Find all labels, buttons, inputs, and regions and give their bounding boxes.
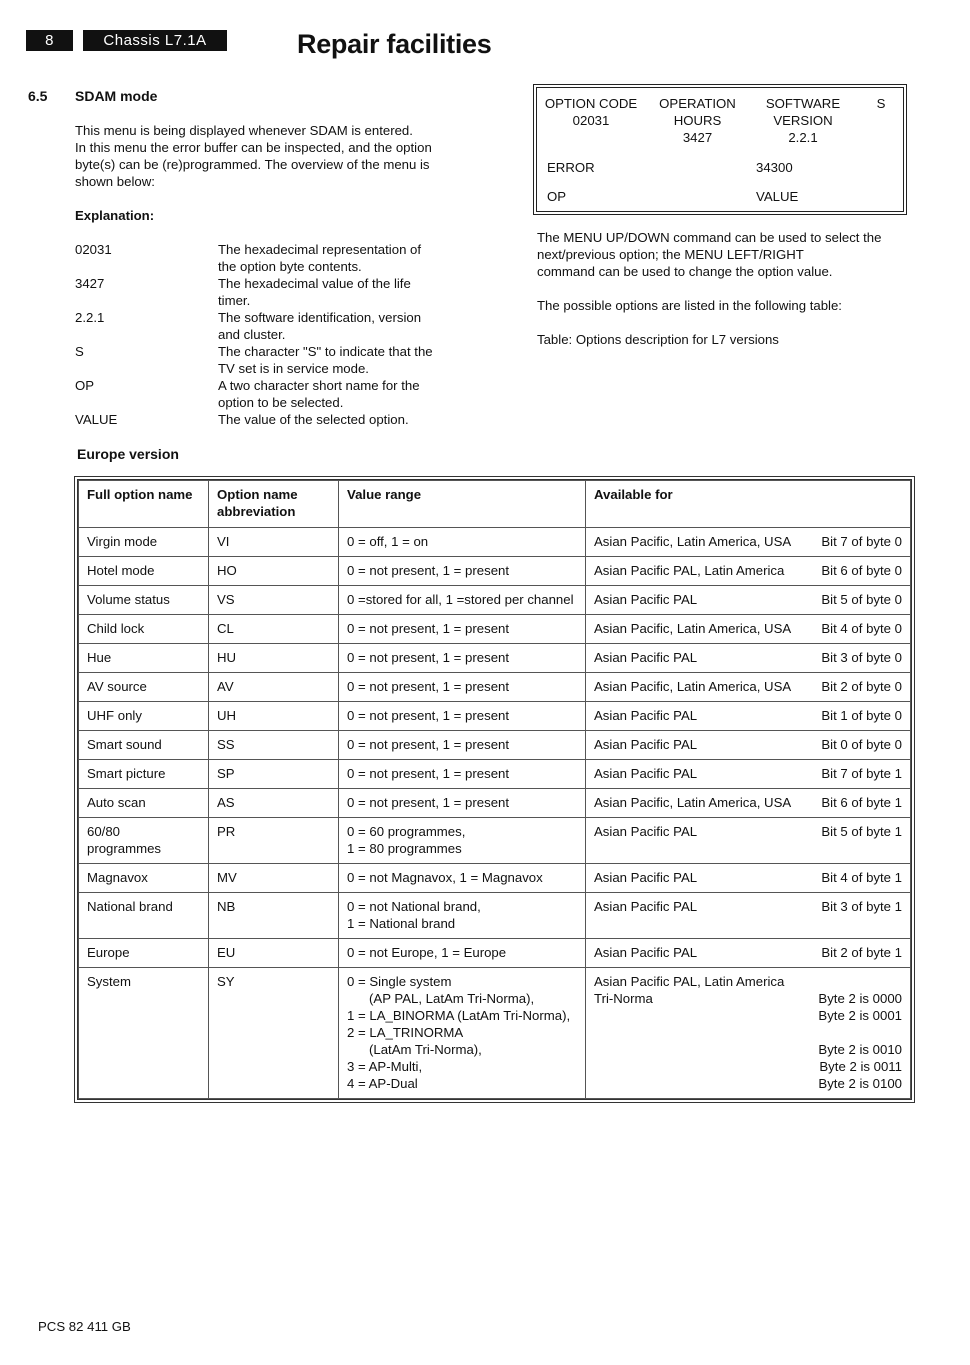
region-list: Asian Pacific PAL [594,945,698,960]
operation-hours-value: 3427 [682,130,713,145]
table-row [79,586,911,615]
value-range: 0 = not present, 1 = present [339,731,586,760]
available-for [586,893,911,939]
value-range: 0 = not present, 1 = present [339,673,586,702]
section-title: SDAM mode [75,88,158,104]
error-value: 34300 [756,160,793,175]
bit-position: Bit 3 of byte 0 [821,650,902,665]
byte-value: Byte 2 is 0001 [818,1008,902,1023]
text-line: The MENU UP/DOWN command can be used to select the [537,230,882,245]
byte-value: Byte 2 is 0011 [819,1059,902,1074]
region-list: Asian Pacific PAL, Latin America [594,563,785,578]
option-abbreviation: VI [209,528,339,557]
operation-hours-cell [650,95,745,146]
bit-position: Bit 3 of byte 1 [821,899,902,914]
intro-line: byte(s) can be (re)programmed. The overview of the menu is [75,157,430,172]
explanation-text: The hexadecimal representation of the option byte contents. [218,242,422,274]
version-label: VERSION [773,113,833,128]
intro-line: In this menu the error buffer can be inspected, and the option [75,140,432,155]
value-range: 0 = Single system (AP PAL, LatAm Tri-Norma), 1 = LA_BINORMA (LatAm Tri-Norma), 2 = LA_TRINORMA (LatAm Tri-Norma), 3 = AP-Multi, 4 = AP-Dual [339,968,586,1099]
region-list: Asian Pacific PAL [594,824,698,839]
option-abbreviation: MV [209,864,339,893]
explanation-key: 2.2.1 [75,310,105,325]
value-range: 0 = not present, 1 = present [339,644,586,673]
region-list: Asian Pacific PAL [594,737,698,752]
europe-heading: Europe version [77,446,179,462]
table-row-system [79,968,911,1099]
option-name: UHF only [79,702,209,731]
section-number: 6.5 [28,88,48,104]
byte-value: Byte 2 is 0010 [818,1042,902,1057]
chassis-box [83,30,227,51]
option-name: Europe [79,939,209,968]
table-row [79,864,911,893]
header-full-option-name: Full option name [79,481,209,528]
header-value-range: Value range [339,481,586,528]
region-list: Asian Pacific PAL [594,899,698,914]
region-list: Asian Pacific, Latin America, USA [594,679,792,694]
available-for [586,864,911,893]
table-row [79,702,911,731]
available-for [586,615,911,644]
explanation-key: OP [75,378,95,393]
table-row [79,893,911,939]
header-available-for: Available for [586,481,911,528]
option-abbreviation: SP [209,760,339,789]
bit-position: Bit 1 of byte 0 [821,708,902,723]
intro-line: shown below: [75,174,155,189]
header-option-abbreviation: Option name abbreviation [209,481,339,528]
op-label: OP [547,189,567,204]
option-abbreviation: SY [209,968,339,1099]
option-name: Magnavox [79,864,209,893]
available-for [586,939,911,968]
region-list: Tri-Norma [594,991,653,1006]
table-row [79,528,911,557]
option-abbreviation: EU [209,939,339,968]
table-row [79,673,911,702]
explanation-key: 3427 [75,276,105,291]
explanation-key: S [75,344,84,359]
option-name: Auto scan [79,789,209,818]
byte-value [594,1024,902,1041]
explanation-key: 02031 [75,242,112,257]
value-range: 0 = not present, 1 = present [339,557,586,586]
option-name: System [79,968,209,1099]
bit-position: Bit 7 of byte 0 [821,534,902,549]
table-caption: Table: Options description for L7 versions [537,332,779,347]
option-abbreviation: UH [209,702,339,731]
table-row [79,818,911,864]
region-list: Asian Pacific, Latin America, USA [594,795,792,810]
option-name: Hotel mode [79,557,209,586]
chassis-label: Chassis L7.1A [103,32,207,49]
value-range: 0 = not present, 1 = present [339,702,586,731]
bit-position: Bit 4 of byte 0 [821,621,902,636]
explanation-text: The value of the selected option. [218,412,409,427]
byte-value: Byte 2 is 0100 [818,1076,902,1091]
text-line: command can be used to change the option value. [537,264,833,279]
available-for [586,557,911,586]
option-abbreviation: CL [209,615,339,644]
document-code: PCS 82 411 GB [38,1319,131,1334]
option-abbreviation: AV [209,673,339,702]
value-range: 0 = not National brand, 1 = National brand [339,893,586,939]
operation-label: OPERATION [659,96,736,111]
region-list: Asian Pacific, Latin America, USA [594,534,792,549]
option-abbreviation: AS [209,789,339,818]
software-version-cell [759,95,847,146]
value-range: 0 = off, 1 = on [339,528,586,557]
text-line: next/previous option; the MENU LEFT/RIGHT [537,247,804,262]
explanation-key: VALUE [75,412,118,427]
software-version-value: 2.2.1 [788,130,818,145]
option-abbreviation: SS [209,731,339,760]
option-name: Hue [79,644,209,673]
table-row [79,615,911,644]
region-list: Asian Pacific PAL [594,708,698,723]
option-abbreviation: NB [209,893,339,939]
page-number: 8 [45,32,54,49]
table-row [79,760,911,789]
available-for [586,702,911,731]
region-list: Asian Pacific PAL, Latin America [594,974,785,989]
region-list: Asian Pacific, Latin America, USA [594,621,792,636]
table-row [79,644,911,673]
table-row [79,939,911,968]
options-intro-text: The possible options are listed in the following table: [537,298,842,313]
bit-position: Bit 2 of byte 1 [821,945,902,960]
option-name: Volume status [79,586,209,615]
option-code-cell [541,95,641,129]
region-list: Asian Pacific PAL [594,870,698,885]
bit-position: Bit 6 of byte 0 [821,563,902,578]
table-row [79,731,911,760]
value-range: 0 = not present, 1 = present [339,789,586,818]
value-range: 0 =stored for all, 1 =stored per channel [339,586,586,615]
available-for [586,760,911,789]
option-name: Smart picture [79,760,209,789]
value-range: 0 = not present, 1 = present [339,760,586,789]
available-for [586,731,911,760]
explanation-heading: Explanation: [75,208,155,223]
explanation-text: The hexadecimal value of the life timer. [218,276,411,308]
option-abbreviation: VS [209,586,339,615]
intro-line: This menu is being displayed whenever SDAM is entered. [75,123,413,138]
option-name: Child lock [79,615,209,644]
bit-position: Bit 5 of byte 1 [821,824,902,839]
bit-position: Bit 4 of byte 1 [821,870,902,885]
option-abbreviation: HO [209,557,339,586]
page-number-box [26,30,73,51]
page-title: Repair facilities [297,29,492,59]
option-name: National brand [79,893,209,939]
available-for [586,818,911,864]
explanation-text: The software identification, version and cluster. [218,310,422,342]
bit-position: Bit 7 of byte 1 [821,766,902,781]
bit-position: Bit 2 of byte 0 [821,679,902,694]
bit-position: Bit 6 of byte 1 [821,795,902,810]
option-code-label: OPTION CODE [544,96,638,111]
explanation-text: The character "S" to indicate that the TV set is in service mode. [218,344,433,376]
region-list: Asian Pacific PAL [594,650,698,665]
region-list: Asian Pacific PAL [594,766,698,781]
available-for [586,586,911,615]
options-table [77,479,912,1100]
available-for [586,644,911,673]
table-row [79,557,911,586]
available-for [586,673,911,702]
hours-label: HOURS [673,113,722,128]
available-for [586,789,911,818]
option-code-value: 02031 [572,113,610,128]
option-abbreviation: PR [209,818,339,864]
software-label: SOFTWARE [765,96,841,111]
value-range: 0 = not Europe, 1 = Europe [339,939,586,968]
error-label: ERROR [547,160,595,175]
option-name: Smart sound [79,731,209,760]
service-flag: S [876,96,886,111]
option-name: AV source [79,673,209,702]
bit-position: Bit 0 of byte 0 [821,737,902,752]
sdam-menu-box [536,87,904,212]
value-range: 0 = not present, 1 = present [339,615,586,644]
option-name: 60/80 programmes [79,818,209,864]
value-range: 0 = 60 programmes, 1 = 80 programmes [339,818,586,864]
region-list: Asian Pacific PAL [594,592,698,607]
option-name: Virgin mode [79,528,209,557]
value-range: 0 = not Magnavox, 1 = Magnavox [339,864,586,893]
option-abbreviation: HU [209,644,339,673]
available-for [586,528,911,557]
bit-position: Bit 5 of byte 0 [821,592,902,607]
menu-navigation-text [537,229,937,280]
available-for [586,968,911,1099]
byte-value: Byte 2 is 0000 [818,991,902,1006]
explanation-text: A two character short name for the option to be selected. [218,378,420,410]
table-header-row [79,481,911,528]
intro-paragraph [75,122,455,190]
value-label: VALUE [756,189,799,204]
table-row [79,789,911,818]
